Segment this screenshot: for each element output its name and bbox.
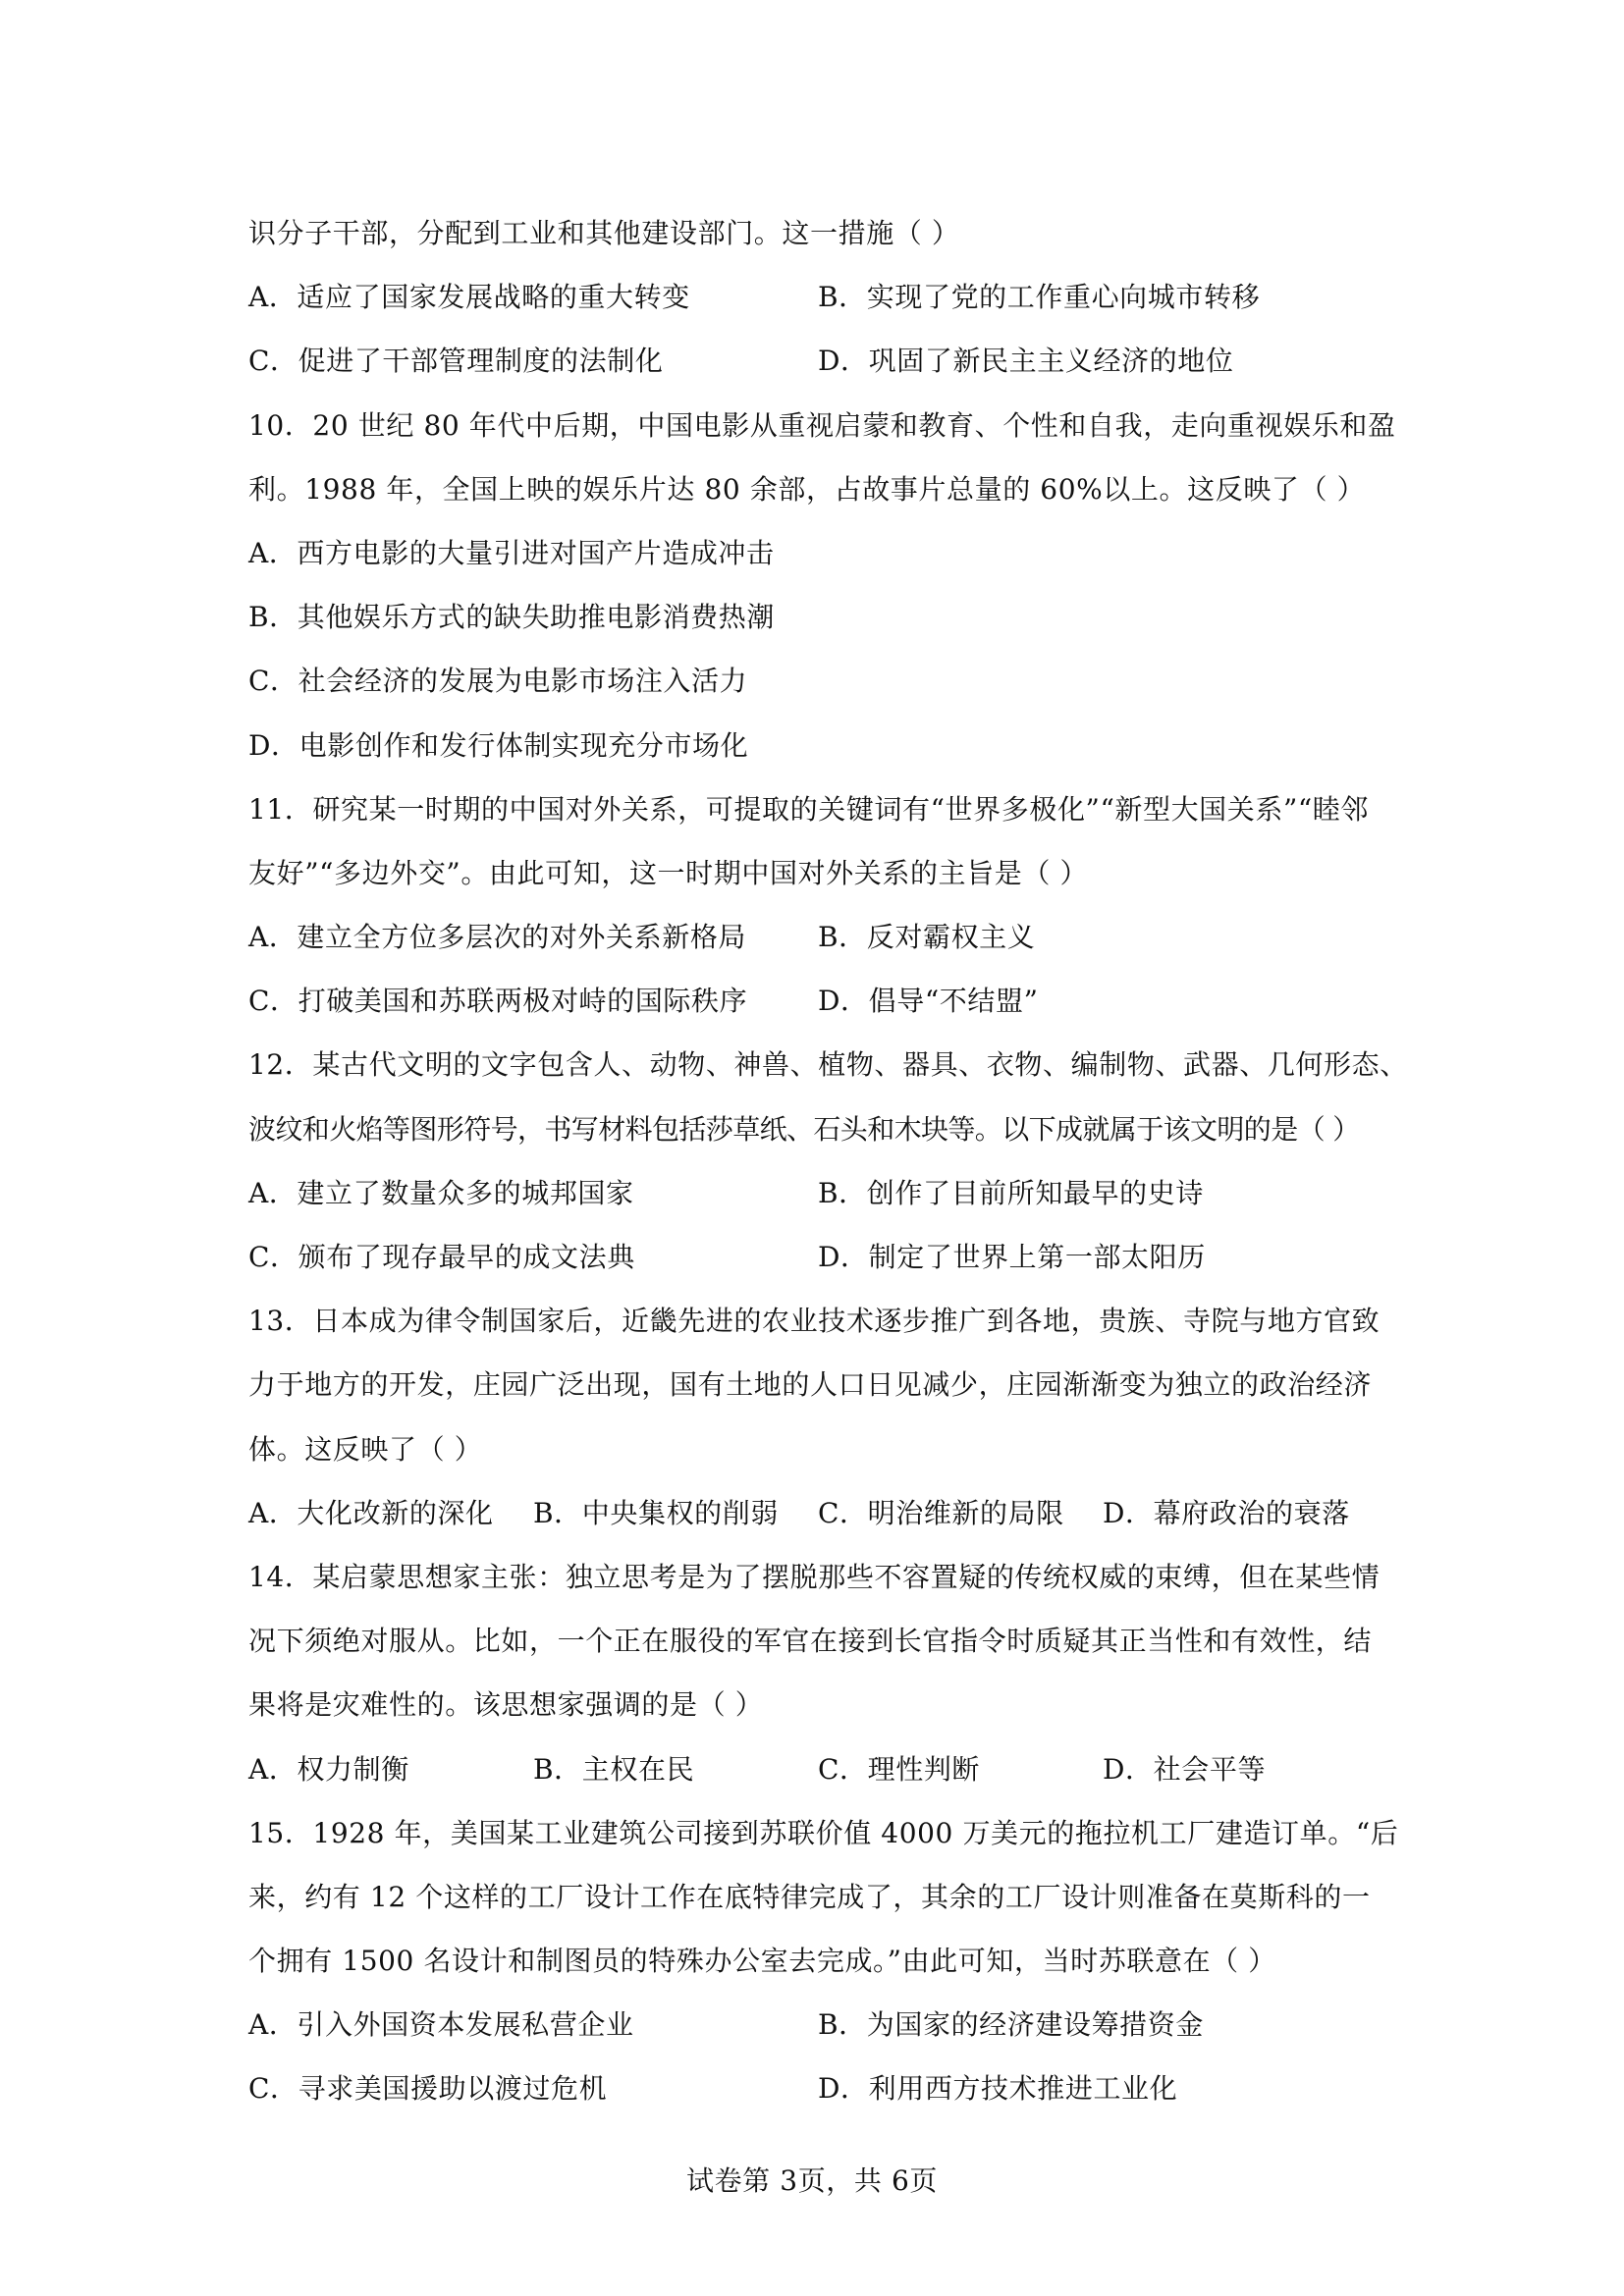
q11-stem-line-2: 友好”“多边外交”。由此可知，这一时期中国对外关系的主旨是（ ） xyxy=(248,856,1089,889)
q12-options-row-1 xyxy=(248,1161,1387,1225)
q11-options-row-1 xyxy=(248,905,1387,969)
q11-option-b: B．反对霸权主义 xyxy=(818,921,1036,954)
q10-stem-line-1: 10．20 世纪 80 年代中后期，中国电影从重视启蒙和教育、个性和自我，走向重视娱乐和盈 xyxy=(248,408,1396,442)
q9-option-d: D．巩固了新民主主义经济的地位 xyxy=(818,345,1234,378)
q13-option-d: D．幕府政治的衰落 xyxy=(1103,1496,1350,1529)
q11-option-a: A．建立全方位多层次的对外关系新格局 xyxy=(248,921,747,954)
q12-stem-line-2: 波纹和火焰等图形符号，书写材料包括莎草纸、石头和木块等。以下成就属于该文明的是（ ） xyxy=(248,1112,1360,1146)
q15-option-b: B．为国家的经济建设筹措资金 xyxy=(818,2008,1204,2042)
q11-option-d: D．倡导“不结盟” xyxy=(818,985,1039,1018)
q12-option-b: B．创作了目前所知最早的史诗 xyxy=(818,1176,1204,1209)
q13-stem-line-2: 力于地方的开发，庄园广泛出现，国有土地的人口日见减少，庄园渐渐变为独立的政治经济 xyxy=(248,1368,1373,1402)
q15-options-row-2 xyxy=(248,2056,1387,2120)
q14-stem-line-3: 果将是灾难性的。该思想家强调的是（ ） xyxy=(248,1688,764,1722)
q11-options-row-2 xyxy=(248,969,1387,1033)
q15-option-c: C．寻求美国援助以渡过危机 xyxy=(248,2072,608,2106)
q11-option-c: C．打破美国和苏联两极对峙的国际秩序 xyxy=(248,985,748,1018)
q13-option-c: C．明治维新的局限 xyxy=(818,1496,1064,1529)
q12-option-d: D．制定了世界上第一部太阳历 xyxy=(818,1241,1206,1273)
q9-options-row-1 xyxy=(248,265,1387,329)
q10-option-c: C．社会经济的发展为电影市场注入活力 xyxy=(248,665,748,698)
q9-options-row-2 xyxy=(248,329,1387,393)
q10-option-b: B．其他娱乐方式的缺失助推电影消费热潮 xyxy=(248,601,775,634)
q10-stem-line-2: 利。1988 年，全国上映的娱乐片达 80 余部，占故事片总量的 60%以上。这反映了（ ） xyxy=(248,472,1366,506)
q9-option-a: A．适应了国家发展战略的重大转变 xyxy=(248,281,690,314)
q10-option-a: A．西方电影的大量引进对国产片造成冲击 xyxy=(248,536,775,569)
q15-stem-line-3: 个拥有 1500 名设计和制图员的特殊办公室去完成。”由此可知，当时苏联意在（ ） xyxy=(248,1945,1276,1978)
q13-stem-line-3: 体。这反映了（ ） xyxy=(248,1432,483,1466)
q14-option-c: C．理性判断 xyxy=(818,1752,981,1786)
q15-options-row-1 xyxy=(248,1993,1387,2056)
q12-options-row-2 xyxy=(248,1225,1387,1289)
q12-stem-line-1: 12．某古代文明的文字包含人、动物、神兽、植物、器具、衣物、编制物、武器、几何形态、 xyxy=(248,1048,1408,1082)
q13-option-a: A．大化改新的深化 xyxy=(248,1496,494,1529)
q9-stem-line: 识分子干部，分配到工业和其他建设部门。这一措施（ ） xyxy=(248,217,960,249)
q14-option-d: D．社会平等 xyxy=(1103,1752,1267,1786)
q13-option-b: B．中央集权的削弱 xyxy=(533,1496,779,1529)
q14-stem-line-2: 况下须绝对服从。比如，一个正在服役的军官在接到长官指令时质疑其正当性和有效性，结 xyxy=(248,1625,1373,1658)
q14-options-row xyxy=(248,1737,1387,1801)
q15-stem-line-2: 来，约有 12 个这样的工厂设计工作在底特律完成了，其余的工厂设计则准备在莫斯科的一 xyxy=(248,1880,1371,1913)
q12-option-a: A．建立了数量众多的城邦国家 xyxy=(248,1176,634,1209)
q10-option-d: D．电影创作和发行体制实现充分市场化 xyxy=(248,728,749,762)
q14-option-b: B．主权在民 xyxy=(533,1752,695,1786)
q15-stem-line-1: 15．1928 年，美国某工业建筑公司接到苏联价值 4000 万美元的拖拉机工厂建造订单。“后 xyxy=(248,1816,1399,1849)
question-content xyxy=(248,201,1408,2121)
q11-stem-line-1: 11．研究某一时期的中国对外关系，可提取的关键词有“世界多极化”“新型大国关系”“睦邻 xyxy=(248,792,1370,826)
q12-option-c: C．颁布了现存最早的成文法典 xyxy=(248,1241,635,1273)
page-footer: 试卷第 3页，共 6页 xyxy=(685,2164,939,2197)
q15-option-d: D．利用西方技术推进工业化 xyxy=(818,2072,1178,2106)
q14-option-a: A．权力制衡 xyxy=(248,1752,409,1786)
q9-option-c: C．促进了干部管理制度的法制化 xyxy=(248,345,664,378)
q14-stem-line-1: 14．某启蒙思想家主张：独立思考是为了摆脱那些不容置疑的传统权威的束缚，但在某些情 xyxy=(248,1560,1380,1593)
q15-option-a: A．引入外国资本发展私营企业 xyxy=(248,2008,634,2042)
q13-options-row xyxy=(248,1481,1387,1545)
q9-option-b: B．实现了党的工作重心向城市转移 xyxy=(818,281,1261,314)
q13-stem-line-1: 13．日本成为律令制国家后，近畿先进的农业技术逐步推广到各地，贵族、寺院与地方官致 xyxy=(248,1305,1380,1338)
